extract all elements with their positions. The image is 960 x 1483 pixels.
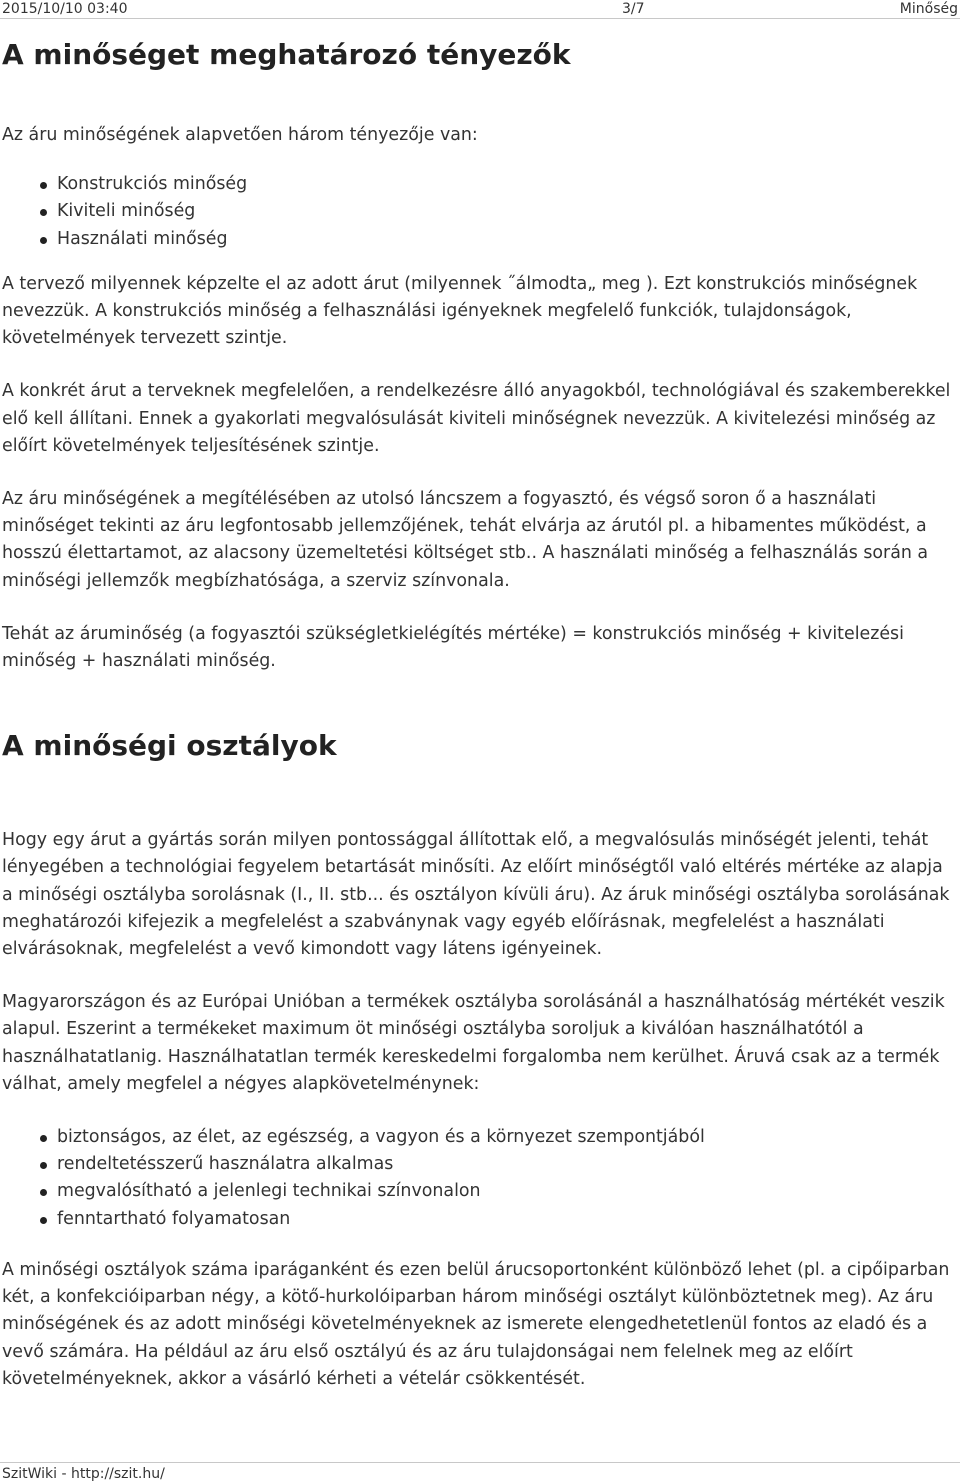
header-title: Minőség <box>899 1 958 17</box>
list-item: Használati minőség <box>57 226 952 253</box>
section-heading-quality-factors: A minőséget meghatározó tényezők <box>2 38 571 71</box>
intro-paragraph: Az áru minőségének alapvetően három tényezője van: <box>2 125 478 145</box>
list-item: Konstrukciós minőség <box>57 171 952 198</box>
paragraph: A minőségi osztályok száma iparáganként és ezen belül árucsoportonként különböző lehet (pl. a cipőiparban két, a konfekcióiparban négy, a kötő-hurkolóiparban három minőségi osztályt különböztetnek meg). Az áru minőségének és az adott minőségi követelményeknek az ismerete elengedhetetlenül fontos az eladó és a vevő számára. Ha például az áru első osztályú és az áru tulajdonságai nem felelnek meg az előírt követelményeknek, akkor a vásárló kérheti a vételár csökkentését. <box>2 1259 950 1389</box>
header-divider <box>0 18 960 19</box>
list-item: fenntartható folyamatosan <box>57 1206 952 1233</box>
header-datetime: 2015/10/10 03:40 <box>2 1 128 17</box>
basic-requirements-list <box>2 1124 952 1233</box>
document-body <box>2 36 952 1393</box>
section-heading-quality-classes: A minőségi osztályok <box>2 729 337 763</box>
quality-types-list <box>2 171 952 253</box>
paragraph: Az áru minőségének a megítélésében az utolsó láncszem a fogyasztó, és végső soron ő a használati minőséget tekinti az áru legfontosabb jellemzőjének, tehát elvárja az árutól pl. a hibamentes működést, a hosszú élettartamot, az alacsony üzemeltetési költséget stb.. A használati minőség a felhasználás során a minőségi jellemzők megbízhatósága, a szerviz színvonala. <box>2 489 929 591</box>
paragraph: A tervező milyennek képzelte el az adott árut (milyennek ˝álmodta„ meg ). Ezt konstrukciós minőségnek nevezzük. A konstrukciós minőség a felhasználási igényeknek megfelelő funkciók, tulajdonságok, követelmények tervezett szintje. <box>2 273 918 349</box>
paragraph: Tehát az áruminőség (a fogyasztói szükségletkielégítés mértéke) = konstrukciós minőség + kivitelezési minőség + használati minőség. <box>2 623 904 672</box>
page-header <box>0 0 960 20</box>
footer-source: SzitWiki - http://szit.hu/ <box>2 1466 165 1482</box>
list-item: rendeltetésszerű használatra alkalmas <box>57 1151 952 1178</box>
list-item: biztonságos, az élet, az egészség, a vagyon és a környezet szempontjából <box>57 1124 952 1151</box>
footer-divider <box>0 1462 960 1463</box>
list-item: Kiviteli minőség <box>57 198 952 225</box>
paragraph: Magyarországon és az Európai Unióban a termékek osztályba sorolásánál a használhatóság mértékét veszik alapul. Eszerint a termékeket maximum öt minőségi osztályba soroljuk a kiválóan használhatótól a használhatatlanig. Használhatatlan termék kereskedelmi forgalomba nem kerülhet. Áruvá csak az a termék válhat, amely megfelel a négyes alapkövetelménynek: <box>2 992 945 1094</box>
list-item: megvalósítható a jelenlegi technikai színvonalon <box>57 1178 952 1205</box>
paragraph: A konkrét árut a terveknek megfelelően, a rendelkezésre álló anyagokból, technológiával és szakemberekkel elő kell állítani. Ennek a gyakorlati megvalósulását kiviteli minőségnek nevezzük. A kivitelezési minőség az előírt követelmények teljesítésének szintje. <box>2 381 951 456</box>
header-page-number: 3/7 <box>622 1 645 17</box>
paragraph: Hogy egy árut a gyártás során milyen pontossággal állítottak elő, a megvalósulás minőségét jelenti, tehát lényegében a technológiai fegyelem betartását minősíti. Az előírt minőségtől való eltérés mértéke az alapja a minőségi osztályba sorolásnak (I., II. stb... és osztályon kívüli áru). Az áruk minőségi osztályba sorolásának meghatározói kifejezik a megfelelést a szabványnak vagy egyéb előírásnak, megfelelést a használati elvárásoknak, megfelelést a vevő kimondott vagy látens igényeinek. <box>2 830 950 960</box>
